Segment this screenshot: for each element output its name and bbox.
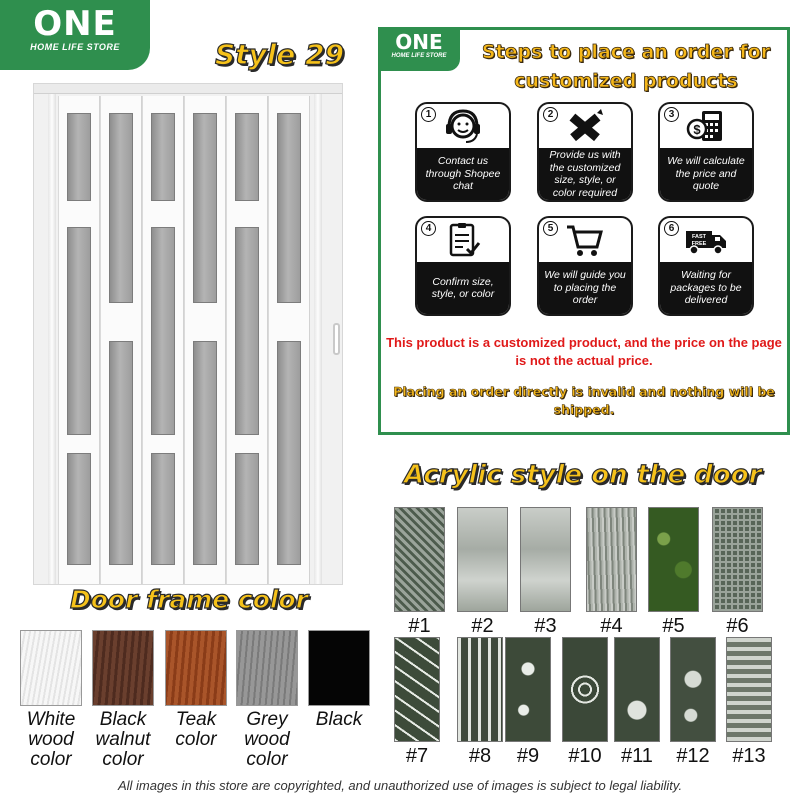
steps-logo-tagline: HOME LIFE STORE [391,53,447,59]
frame-color-label: Grey wood color [244,709,290,770]
acrylic-sample-swirl [562,637,608,742]
frame-color-swatch [20,630,82,706]
door-strip [48,94,56,584]
acrylic-sample-ornaments [614,637,660,742]
acrylic-sample-flowers [505,637,551,742]
acrylic-sample-bark [586,507,637,612]
glass-pane [277,113,301,303]
door-panel [142,96,184,584]
acrylic-sample-leaves [648,507,699,612]
acrylic-sample-roses [670,637,716,742]
customized-product-warning: This product is a customized product, and the price on the page is not the actual price. [386,335,782,368]
acrylic-label: #11 [621,745,653,767]
acrylic-label: #10 [568,745,602,767]
glass-pane [193,113,217,303]
steps-title: Steps to place an order for customized products [481,41,771,92]
logo-tagline: HOME LIFE STORE [30,42,120,52]
step-text: Contact us through Shopee chat [417,148,509,200]
acrylic-sample-characters [726,637,772,742]
acrylic-label: #8 [468,745,492,767]
glass-pane [67,453,91,565]
step-card [537,216,633,316]
acrylic-label: #5 [662,615,685,637]
acrylic-label: #4 [600,615,623,637]
step-text: Provide us with the customized size, style, or color required [539,148,631,200]
steps-logo-name: ONE [395,30,443,54]
acrylic-sample-frosted [457,507,508,612]
acrylic-sample-floral-lines [394,637,440,742]
step-number: 1 [421,107,436,122]
acrylic-sample-grid [712,507,763,612]
steps-logo [378,27,460,71]
frame-color-swatch [92,630,154,706]
glass-pane [109,341,133,565]
acrylic-label: #9 [516,745,540,767]
glass-pane [235,113,259,201]
step-number: 3 [664,107,679,122]
step-card [658,102,754,202]
acrylic-sample-bamboo [457,637,503,742]
acrylic-label: #3 [534,615,557,637]
copyright-notice: All images in this store are copyrighted, and unauthorized use of images is subject to legal liability. [117,778,683,793]
step-card [537,102,633,202]
acrylic-label: #7 [405,745,429,767]
glass-pane [151,227,175,435]
acrylic-label: #1 [408,615,431,637]
store-logo [0,0,150,70]
step-card [415,216,511,316]
glass-pane [109,113,133,303]
glass-pane [67,113,91,201]
step-text: Confirm size, style, or color [417,262,509,314]
frame-color-swatch [236,630,298,706]
step-text: We will calculate the price and quote [660,148,752,200]
step-number: 6 [664,221,679,236]
svg-text:$: $ [693,122,701,137]
acrylic-label: #6 [726,615,749,637]
acrylic-label: #13 [732,745,766,767]
truck-badge-text: FAST [691,234,707,240]
step-number: 4 [421,221,436,236]
svg-text:FREE: FREE [691,241,707,247]
glass-pane [235,453,259,565]
step-number: 2 [543,107,558,122]
acrylic-sample-frosted [520,507,571,612]
frame-color-swatch [308,630,370,706]
step-card [415,102,511,202]
frame-color-label: Black walnut color [95,709,151,770]
step-text: Waiting for packages to be delivered [660,262,752,314]
door-panel [226,96,268,584]
glass-pane [151,113,175,201]
door-panel [268,96,310,584]
door-panel [184,96,226,584]
frame-color-label: White wood color [26,709,76,770]
frame-color-swatch [165,630,227,706]
acrylic-sample-diamond [394,507,445,612]
step-card [658,216,754,316]
glass-pane [151,453,175,565]
door-panel [100,96,142,584]
logo-name: ONE [33,4,117,44]
door-handle [333,323,340,355]
glass-pane [235,227,259,435]
door-panel [58,96,100,584]
style-title: Style 29 [215,38,345,71]
frame-color-label: Black [315,709,363,730]
door-top-rail [34,84,342,94]
step-text: We will guide you to placing the order [539,262,631,314]
step-number: 5 [543,221,558,236]
glass-pane [277,341,301,565]
acrylic-title: Acrylic style on the door [404,460,762,490]
door-strip [314,94,322,584]
order-steps-panel [378,27,790,435]
frame-color-label: Teak color [175,709,217,750]
glass-pane [193,341,217,565]
acrylic-label: #12 [676,745,710,767]
direct-order-warning: Placing an order directly is invalid and nothing will be shipped. [393,384,775,417]
folding-door-image [33,83,343,585]
acrylic-label: #2 [471,615,494,637]
frame-color-title: Door frame color [70,585,308,614]
glass-pane [67,227,91,435]
